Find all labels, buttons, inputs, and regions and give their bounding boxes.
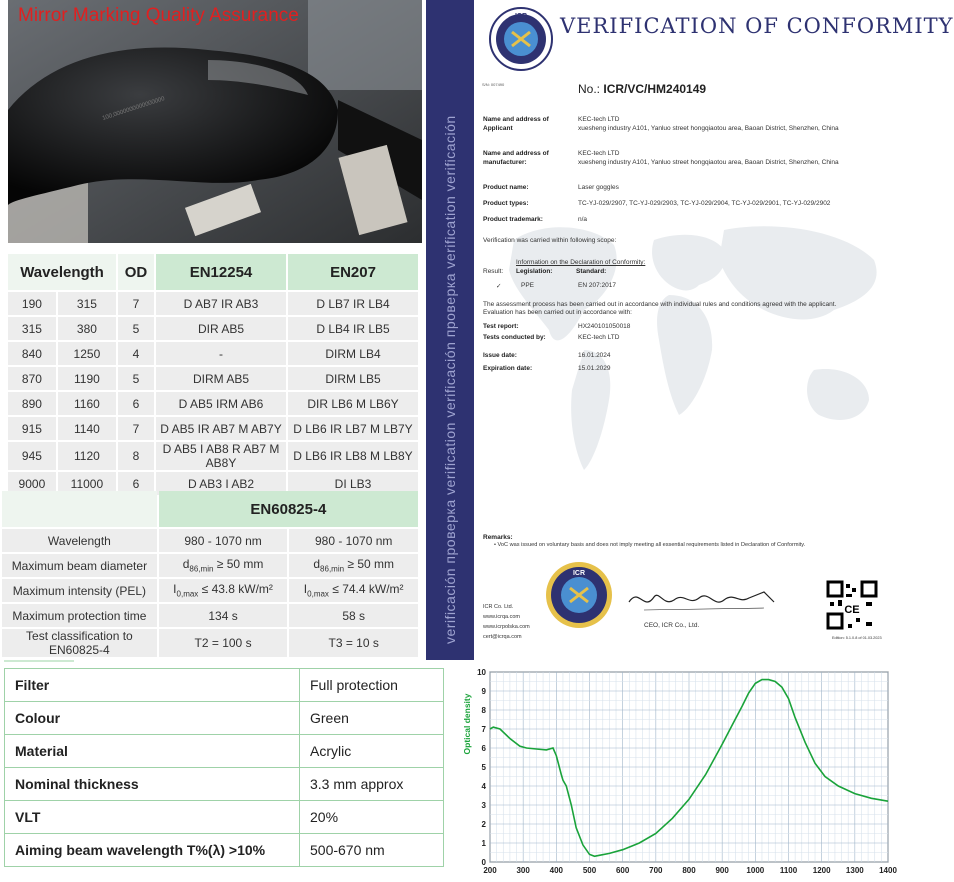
spec-value: 3.3 mm approx	[300, 768, 444, 801]
wavelength-od-table	[6, 252, 420, 497]
row-label: Maximum beam diameter	[2, 554, 157, 577]
applicant-address: xuesheng industry A101, Yanluo street hongqiaotou area, Baoan District, Shenzhen, China	[578, 125, 839, 132]
signature-icon	[624, 582, 784, 618]
applicant-label: Name and address of	[483, 116, 549, 123]
value-post: ≥ 50 mm	[213, 557, 264, 572]
table-cell: 315	[8, 317, 56, 340]
standard-value: EN 207:2017	[578, 282, 616, 289]
manufacturer-address: xuesheng industry A101, Yanluo street hongqiaotou area, Baoan District, Shenzhen, China	[578, 159, 839, 166]
y-tick-label: 1	[481, 839, 486, 848]
table-cell: 840	[8, 342, 56, 365]
table-cell: DIRM LB5	[288, 367, 418, 390]
table-row	[8, 292, 418, 315]
x-tick-label: 700	[649, 866, 663, 875]
table-row	[8, 392, 418, 415]
table-cell: 5	[118, 367, 154, 390]
value-cell-b: 980 - 1070 nm	[289, 529, 418, 552]
value-sub: 86,min	[189, 564, 214, 574]
qr-code-icon	[826, 580, 878, 630]
y-tick-label: 2	[481, 820, 486, 829]
table-row	[8, 367, 418, 390]
y-tick-label: 8	[481, 706, 486, 715]
manufacturer-label-2: manufacturer:	[483, 159, 527, 166]
footer-company: ICR Co. Ltd.	[483, 604, 514, 610]
certificate-side-band	[426, 0, 474, 660]
y-tick-label: 6	[481, 744, 486, 753]
value-pre: I	[303, 582, 308, 597]
y-tick-labels	[477, 668, 486, 867]
tests-by-label: Tests conducted by:	[483, 334, 546, 341]
table-cell: D AB5 I AB8 R AB7 M AB8Y	[156, 442, 286, 470]
header-en12254: EN12254	[156, 254, 286, 290]
table-cell: 9000	[8, 472, 56, 495]
certificate-body	[474, 0, 954, 660]
table-cell: 1160	[58, 392, 116, 415]
table-cell: -	[156, 342, 286, 365]
spec-key: VLT	[5, 801, 300, 834]
x-tick-label: 1400	[879, 866, 897, 875]
photo-title: Mirror Marking Quality Assurance	[18, 5, 299, 26]
spec-value: Green	[300, 702, 444, 735]
spec-value: Full protection	[300, 669, 444, 702]
certificate-title: VERIFICATION OF CONFORMITY	[560, 14, 954, 38]
y-tick-label: 5	[481, 763, 486, 772]
value-cell-b: T3 = 10 s	[289, 629, 418, 657]
spec-value: Acrylic	[300, 735, 444, 768]
x-tick-label: 1200	[812, 866, 831, 875]
x-tick-label: 1300	[845, 866, 864, 875]
assessment-text-1: The assessment process has been carried out in accordance with individual rules and conditions agreed with the applicant.	[483, 301, 837, 308]
test-report-value: HX240101050018	[578, 323, 631, 330]
seal-gold-text: ICR	[572, 570, 586, 577]
row-label: Maximum protection time	[2, 604, 157, 627]
spec-value: 20%	[300, 801, 444, 834]
goggles-illustration	[8, 0, 422, 243]
scope-text: Verification was carried within following scope:	[483, 237, 617, 244]
product-name: Laser goggles	[578, 184, 619, 191]
table-cell: DIR AB5	[156, 317, 286, 340]
product-photo	[8, 0, 422, 243]
product-types-label: Product types:	[483, 200, 529, 207]
table-cell: 4	[118, 342, 154, 365]
x-tick-label: 400	[549, 866, 564, 875]
table-row	[2, 579, 418, 602]
trademark-value: n/a	[578, 216, 588, 223]
x-tick-label: 1000	[746, 866, 765, 875]
table-cell: 11000	[58, 472, 116, 495]
table-cell: 5	[118, 317, 154, 340]
value-cell-b	[289, 579, 418, 602]
test-report-label: Test report:	[483, 323, 519, 330]
table-cell: 7	[118, 417, 154, 440]
svg-text:CE: CE	[844, 604, 860, 616]
band-text: verificación проверка verification verificación проверка verification verificación	[442, 115, 458, 644]
x-tick-labels	[483, 866, 897, 875]
table-cell: 190	[8, 292, 56, 315]
row-label: Maximum intensity (PEL)	[2, 579, 157, 602]
table-cell: 915	[8, 417, 56, 440]
y-tick-label: 4	[481, 782, 486, 791]
spec-key: Filter	[5, 669, 300, 702]
table-cell: 1140	[58, 417, 116, 440]
remarks-label: Remarks:	[483, 534, 513, 541]
table-cell: DI LB3	[288, 472, 418, 495]
applicant-name: KEC-tech LTD	[578, 116, 620, 123]
table-row	[5, 669, 444, 702]
x-tick-label: 200	[483, 866, 497, 875]
table-cell: D LB6 IR LB7 M LB7Y	[288, 417, 418, 440]
value-pre: d	[313, 557, 321, 572]
legislation-label: Legislation:	[516, 268, 553, 275]
expiration-date-value: 15.01.2029	[578, 365, 611, 372]
verification-certificate	[426, 0, 954, 660]
y-axis-label: Optical density	[462, 693, 472, 755]
header-od: OD	[118, 254, 154, 290]
x-tick-label: 900	[715, 866, 729, 875]
expiration-date-label: Expiration date:	[483, 365, 533, 372]
header-empty	[2, 491, 157, 527]
table-cell: DIRM LB4	[288, 342, 418, 365]
info-heading: Information on the Declaration of Conformity:	[516, 259, 646, 266]
optical-density-chart	[452, 664, 900, 882]
table-cell: 890	[8, 392, 56, 415]
product-name-label: Product name:	[483, 184, 529, 191]
divider	[4, 660, 74, 662]
spec-key: Aiming beam wavelength T%(λ) >10%	[5, 834, 300, 867]
table-cell: D AB5 IR AB7 M AB7Y	[156, 417, 286, 440]
standard-label: Standard:	[576, 268, 607, 275]
footer-website-1: www.icrqa.com	[483, 614, 520, 620]
y-tick-label: 9	[481, 687, 486, 696]
table-cell: DIR LB6 M LB6Y	[288, 392, 418, 415]
spec-key: Nominal thickness	[5, 768, 300, 801]
table-cell: D AB7 IR AB3	[156, 292, 286, 315]
value-post: ≥ 50 mm	[344, 557, 394, 572]
svg-text:100,0000000000000000: 100,0000000000000000	[101, 96, 166, 122]
x-tick-label: 300	[516, 866, 530, 875]
y-tick-label: 3	[481, 801, 486, 810]
value-post: ≤ 74.4 kW/m²	[328, 582, 404, 597]
table-cell: D LB7 IR LB4	[288, 292, 418, 315]
row-label: Test classification to EN60825-4	[2, 629, 157, 657]
table-cell: D LB4 IR LB5	[288, 317, 418, 340]
table-row	[2, 629, 418, 657]
product-types: TC-YJ-029/2907, TC-YJ-029/2903, TC-YJ-029/2904, TC-YJ-029/2901, TC-YJ-029/2902	[578, 200, 831, 207]
table-cell: 6	[118, 392, 154, 415]
table-cell: 1120	[58, 442, 116, 470]
value-sub: 86,min	[320, 564, 345, 574]
issue-date-label: Issue date:	[483, 352, 517, 359]
edition-text: Edition: 5.1.0.8 of 01.03.2023	[832, 636, 882, 640]
table-cell: D LB6 IR LB8 M LB8Y	[288, 442, 418, 470]
value-post: ≤ 43.8 kW/m²	[198, 582, 273, 597]
ceo-caption: CEO, ICR Co., Ltd.	[644, 622, 700, 629]
table-cell: 1250	[58, 342, 116, 365]
table-row	[8, 442, 418, 470]
table-cell: 315	[58, 292, 116, 315]
value-sub: 0,max	[307, 589, 329, 599]
chart-grid	[490, 672, 888, 862]
table-cell: 945	[8, 442, 56, 470]
x-tick-label: 800	[682, 866, 696, 875]
tests-by-value: KEC-tech LTD	[578, 334, 620, 341]
value-pre: d	[182, 557, 190, 572]
table-row	[2, 529, 418, 552]
header-wavelength: Wavelength	[8, 254, 116, 290]
table-row	[5, 834, 444, 867]
x-tick-label: 500	[582, 866, 597, 875]
remarks-text: • VoC was issued on voluntary basis and does not imply meeting all essential requirements listed in Declaration of Conformity.	[494, 542, 806, 548]
footer-website-2: www.icrpolska.com	[483, 624, 530, 630]
value-cell-a	[159, 579, 288, 602]
header-en60825: EN60825-4	[159, 491, 418, 527]
icr-seal-gold-icon	[544, 560, 614, 630]
certificate-number	[578, 82, 706, 96]
icr-seal-icon	[488, 6, 554, 72]
table-cell: 6	[118, 472, 154, 495]
seal-text: ICR	[514, 13, 528, 20]
spec-key: Material	[5, 735, 300, 768]
manufacturer-label: Name and address of	[483, 150, 549, 157]
cert-no-label: No.:	[578, 82, 601, 96]
table-cell: 1190	[58, 367, 116, 390]
table-cell: 380	[58, 317, 116, 340]
value-cell-b	[289, 554, 418, 577]
table-row	[8, 417, 418, 440]
value-cell-a	[159, 554, 288, 577]
filter-spec-table	[4, 668, 444, 867]
table-row	[5, 801, 444, 834]
table-header-row	[2, 491, 418, 527]
table-row	[2, 604, 418, 627]
value-cell-a: 980 - 1070 nm	[159, 529, 288, 552]
table-row	[2, 554, 418, 577]
table-row	[8, 317, 418, 340]
cert-no-value: ICR/VC/HM240149	[603, 82, 707, 96]
assessment-text-2: Evaluation has been carried out in accordance with:	[483, 309, 632, 316]
spec-value: 500-670 nm	[300, 834, 444, 867]
table-header-row	[8, 254, 418, 290]
applicant-label-2: Applicant	[483, 125, 513, 132]
x-tick-label: 1100	[779, 866, 798, 875]
table-cell: DIRM AB5	[156, 367, 286, 390]
spec-key: Colour	[5, 702, 300, 735]
value-cell-a: T2 = 100 s	[159, 629, 288, 657]
value-cell-a: 134 s	[159, 604, 288, 627]
value-pre: I	[173, 582, 177, 597]
table-cell: 870	[8, 367, 56, 390]
table-row	[8, 342, 418, 365]
x-tick-label: 600	[615, 866, 630, 875]
result-label: Result:	[483, 268, 504, 275]
table-cell: 8	[118, 442, 154, 470]
table-row	[5, 702, 444, 735]
manufacturer-name: KEC-tech LTD	[578, 150, 620, 157]
value-sub: 0,max	[176, 589, 199, 599]
table-cell: 7	[118, 292, 154, 315]
footer-email: cert@icrqa.com	[483, 634, 522, 640]
value-cell-b: 58 s	[289, 604, 418, 627]
header-en207: EN207	[288, 254, 418, 290]
table-row	[5, 735, 444, 768]
serial-number: S/N: 007490	[482, 82, 505, 87]
issue-date-value: 16.01.2024	[578, 352, 611, 359]
y-tick-label: 0	[481, 858, 486, 867]
en60825-table	[0, 489, 420, 659]
table-cell: D AB5 IRM AB6	[156, 392, 286, 415]
world-map-icon	[474, 200, 900, 500]
row-label: Wavelength	[2, 529, 157, 552]
trademark-label: Product trademark:	[483, 216, 543, 223]
legislation-value: PPE	[521, 282, 535, 289]
check-icon: ✓	[496, 283, 502, 290]
table-row	[5, 768, 444, 801]
table-cell: D AB3 I AB2	[156, 472, 286, 495]
y-tick-label: 7	[481, 725, 486, 734]
y-tick-label: 10	[477, 668, 486, 677]
